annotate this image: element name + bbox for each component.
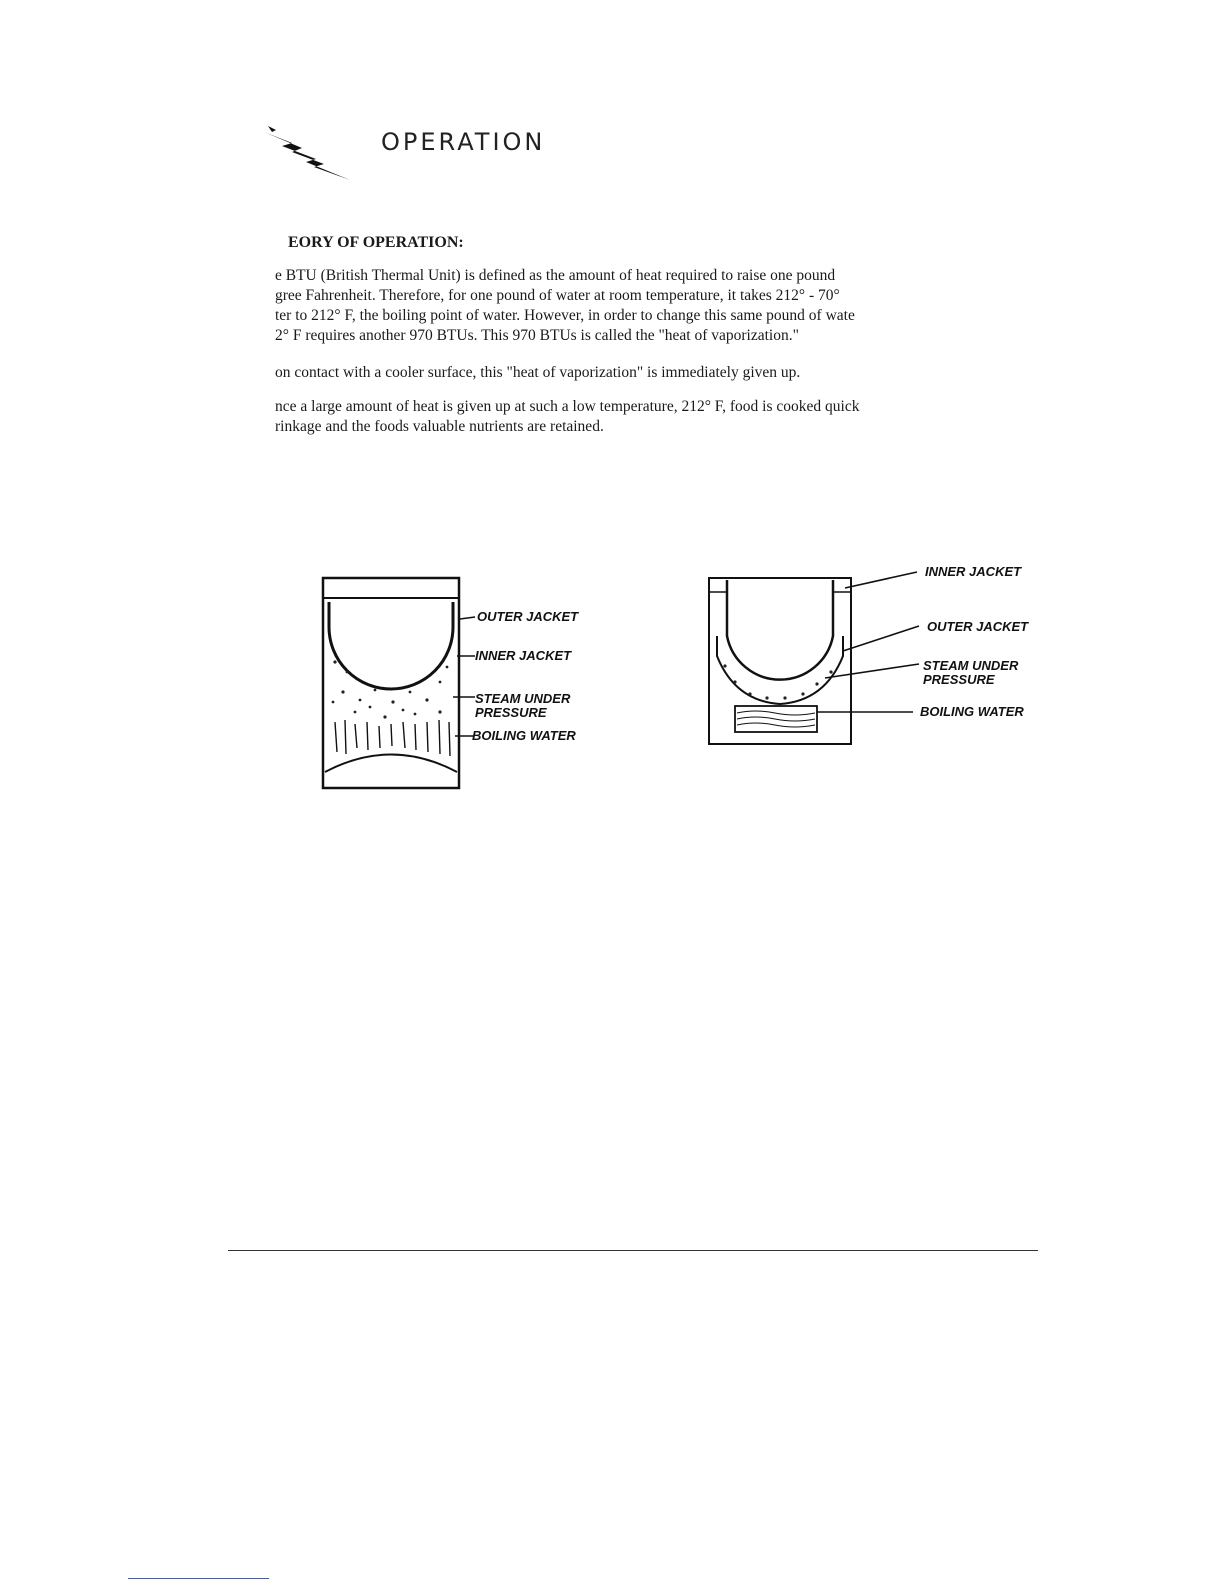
bottom-edge-line [128,1578,269,1579]
label-outer-jacket: OUTER JACKET [477,609,579,624]
footer-divider [228,1250,1038,1251]
paragraph-line: gree Fahrenheit. Therefore, for one pound of water at room temperature, it takes 212° - 70° [275,287,840,304]
kettle-diagram-left [315,572,615,797]
paragraph-line: rinkage and the foods valuable nutrients are retained. [275,418,604,435]
label-boiling-water: BOILING WATER [472,728,576,743]
label-inner-jacket: INNER JACKET [475,648,572,663]
paragraph-line: e BTU (British Thermal Unit) is defined as the amount of heat required to raise one pound [275,267,836,284]
label-inner-jacket: INNER JACKET [925,564,1022,579]
lightning-bolt-icon [262,124,352,182]
page-title: OPERATION [381,128,546,156]
paragraph-line: on contact with a cooler surface, this "heat of vaporization" is immediately given up. [275,364,801,381]
paragraph-cooking-benefit [275,397,947,437]
label-outer-jacket: OUTER JACKET [927,619,1029,634]
kettle-drawing-left [323,578,475,788]
kettle-diagram-right [705,556,1057,756]
paragraph-line: nce a large amount of heat is given up at such a low temperature, 212° F, food is cooked quick [275,398,860,415]
label-boiling-water: BOILING WATER [920,704,1024,719]
label-pressure: PRESSURE [923,672,995,687]
paragraph-btu-definition [275,266,947,346]
label-steam-under: STEAM UNDER [475,691,571,706]
section-heading: EORY OF OPERATION: [288,234,464,251]
label-steam-under: STEAM UNDER [923,658,1019,673]
label-pressure: PRESSURE [475,705,547,720]
paragraph-cooler-surface [275,363,947,383]
paragraph-line: ter to 212° F, the boiling point of water. However, in order to change this same pound of wate [275,307,855,324]
kettle-drawing-right [709,572,919,744]
paragraph-line: 2° F requires another 970 BTUs. This 970 BTUs is called the "heat of vaporization." [275,327,799,344]
